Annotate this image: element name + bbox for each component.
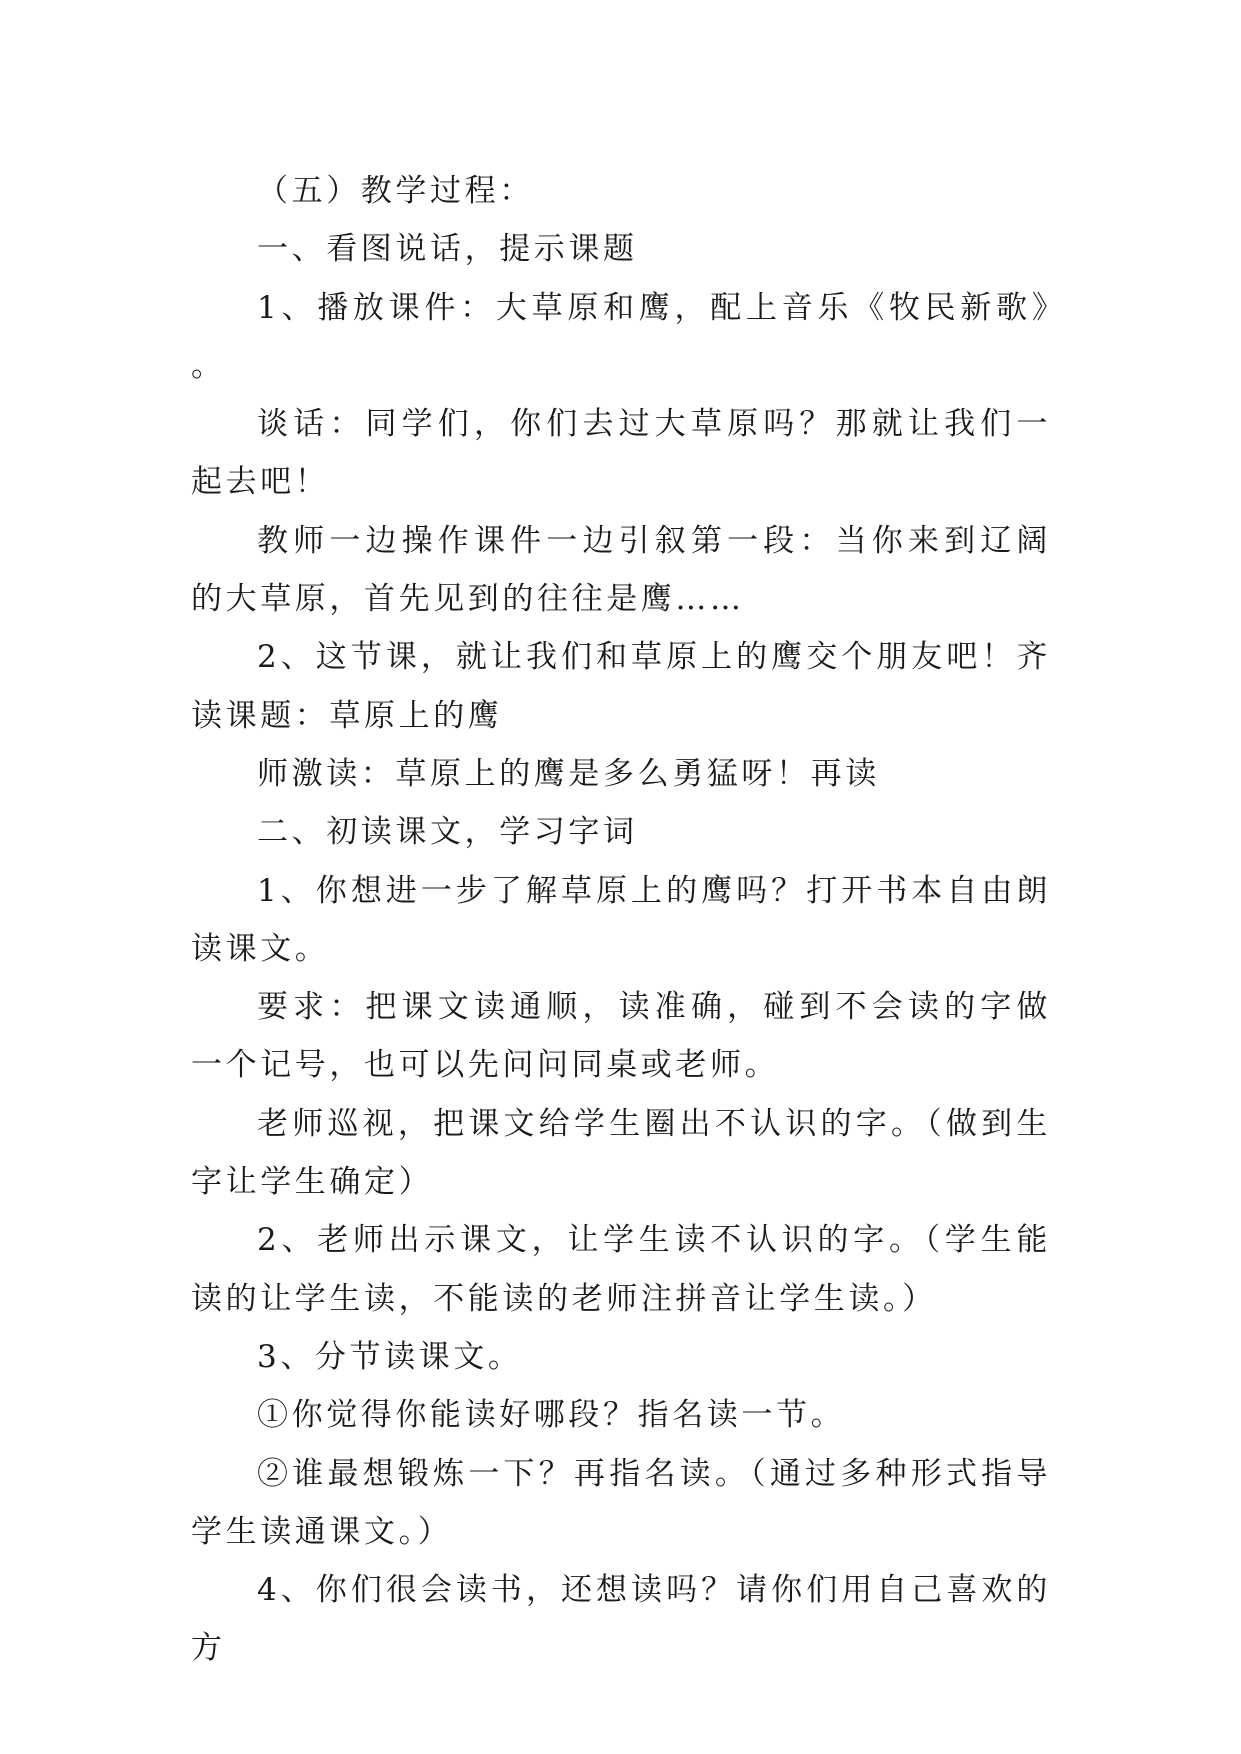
paragraph: 3、分节读课文。	[257, 1338, 523, 1375]
paragraph: 4、你们很会读书，还想读吗？请你们用自己喜欢的方	[191, 1572, 1051, 1667]
paragraph: ①你觉得你能读好哪段？指名读一节。	[257, 1397, 846, 1434]
paragraph-step-two-heading: 二、初读课文，学习字词	[257, 814, 638, 851]
paragraph: ②谁最想锻炼一下？再指名读。（通过多种形式指导学生读通课文。）	[191, 1455, 1051, 1550]
paragraph: 师激读：草原上的鹰是多么勇猛呀！再读	[257, 755, 880, 792]
paragraph: 1、你想进一步了解草原上的鹰吗？打开书本自由朗读课文。	[191, 872, 1051, 967]
paragraph: 2、这节课，就让我们和草原上的鹰交个朋友吧！齐读课题：草原上的鹰	[191, 639, 1051, 734]
paragraph: 老师巡视，把课文给学生圈出不认识的字。（做到生字让学生确定）	[191, 1105, 1051, 1201]
paragraph-section-heading: （五）教学过程：	[257, 173, 534, 209]
document-body	[191, 162, 1051, 1678]
paragraph: 1、播放课件：大草原和鹰，配上音乐《牧民新歌》。	[191, 289, 1051, 384]
paragraph: 2、老师出示课文，让学生读不认识的字。（学生能读的让学生读，不能读的老师注拼音让学生读。）	[191, 1222, 1051, 1317]
paragraph: 教师一边操作课件一边引叙第一段：当你来到辽阔的大草原，首先见到的往往是鹰……	[191, 522, 1051, 618]
paragraph-step-one-heading: 一、看图说话，提示课题	[257, 231, 638, 268]
paragraph: 谈话：同学们，你们去过大草原吗？那就让我们一起去吧！	[191, 406, 1051, 501]
paragraph: 要求：把课文读通顺，读准确，碰到不会读的字做一个记号，也可以先问问同桌或老师。	[191, 989, 1051, 1084]
